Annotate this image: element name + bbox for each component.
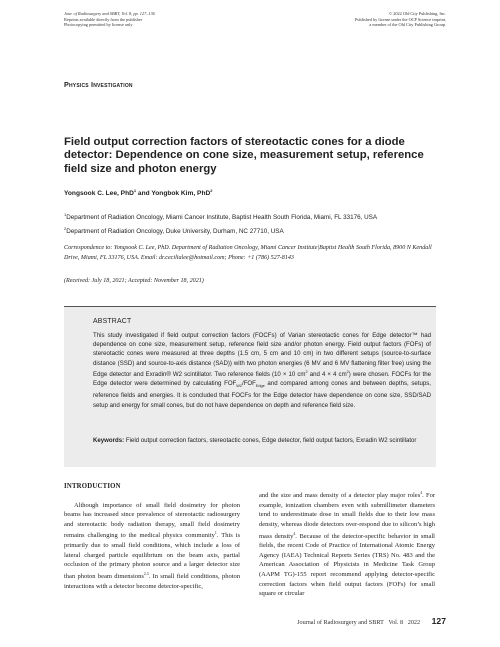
citation-mark: 1 xyxy=(214,531,217,536)
author-2-affiliation-mark: 2 xyxy=(210,188,213,193)
body-text: Although importance of small field dosimetry for photon beams has increased since prevalence of stereotactic radiosurgery and stereotactic body radiation therapy, small field dosimetry remains challenging to the medical physics community xyxy=(64,501,240,540)
body-column-left xyxy=(64,482,240,591)
author-connector: and xyxy=(136,190,152,198)
photocopy-note: Photocopying permitted by license only xyxy=(64,22,133,28)
abstract-superscript: 2 xyxy=(305,369,308,374)
abstract-text-part: and compared among cones and between depths, setups, reference fields and energies. It is concluded that FOCFs for the Edge detector have dependence on cone size, SSD/SAD setup and energy for small cones, but do not have dependence on depth and reference field size. xyxy=(93,380,431,409)
affiliation-2-mark: 2 xyxy=(64,225,67,231)
citation-mark: 4 xyxy=(293,531,296,536)
footer-year: 2022 xyxy=(407,619,421,626)
author-2: Yongbok Kim, PhD xyxy=(151,190,211,198)
footer-journal: Journal of Radiosurgery and SBRT xyxy=(297,619,384,626)
running-header-left xyxy=(64,11,155,28)
body-text: and the size and mass density of a detector play major roles xyxy=(259,492,421,500)
keywords-label: Keywords: xyxy=(93,437,125,444)
citation-mark: 4 xyxy=(420,491,423,495)
author-list xyxy=(64,188,212,197)
introduction-paragraph-continued xyxy=(259,489,435,599)
body-text: . Because of the detector-specific behavior in small fields, the recent Code of Practice of International Atomic Energy Agency (IAEA) Technical Reports Series (TRS) No. 483 and the American Association of Physicists in Medicine Task Group (AAPM TG)-155 report recommend applying detector-specific correction factors when field output factors (FOFs) for small square or circular xyxy=(259,532,435,598)
reprints-note: Reprints available directly from the publisher xyxy=(64,16,143,22)
abstract-text xyxy=(93,331,431,410)
citation-mark: 2,3 xyxy=(143,571,149,576)
journal-citation: Jour. of Radiosurgery and SBRT, Vol. 8, pp. 127–136 xyxy=(64,11,155,16)
affiliation-2-text: Department of Radiation Oncology, Duke University, Durham, NC 27710, USA xyxy=(66,227,284,235)
abstract-text-part: and 4 × 4 cm xyxy=(307,370,347,378)
affiliation-2 xyxy=(64,224,454,238)
page-number: 127 xyxy=(431,616,446,626)
paper-title: Field output correction factors of stereotactic cones for a diode detector: Dependence on cone size, measurement setup, reference field size and photon energy xyxy=(64,136,424,175)
abstract-text-part: /FOF xyxy=(242,380,256,388)
section-label: Physics Investigation xyxy=(64,80,133,89)
abstract-subscript: W2 xyxy=(236,384,242,389)
abstract-subscript: Edge xyxy=(255,384,265,389)
keywords xyxy=(93,436,431,445)
footer-volume: Vol. 8 xyxy=(388,619,404,626)
author-1-affiliation-mark: 1 xyxy=(133,188,137,193)
keywords-text: Field output correction factors, stereotactic cones, Edge detector, field output factors, Exradin W2 scintillator xyxy=(124,437,417,444)
introduction-paragraph-1 xyxy=(64,501,240,592)
abstract-heading: ABSTRACT xyxy=(93,318,132,325)
abstract-superscript: 2 xyxy=(346,369,349,374)
abstract-text-part: This study investigated if field output correction factors (FOCFs) of Varian stereotactic cones for Edge detector™ had dependence on cone size, measurement setup, reference field size and/or photon energy. Field output factors (FOFs) of stereotactic cones were measured at three depths (1.5 cm, 5 cm and 10 cm) in two different setups (source-to-surface distance (SSD) and source-to-axis distance (SAD)) with two photon energies (6 MV and 6 MV flattening filter free) using the Edge detector and Exradin® W2 scintillator. Two reference fields (10 × 10 cm xyxy=(93,332,431,378)
body-column-right xyxy=(259,489,435,599)
author-1: Yongsook C. Lee, PhD xyxy=(64,190,134,198)
body-text: . For example, ionization chambers even with submillimeter diameters tend to underestimate dose in small fields due to their low mass density, whereas diode detectors over-respond due to silicon’s high mass density xyxy=(259,492,435,540)
affiliation-1-text: Department of Radiation Oncology, Miami Cancer Institute, Baptist Health South Florida, Miami, FL 33176, USA xyxy=(66,214,378,222)
affiliation-1-mark: 1 xyxy=(64,212,67,217)
body-text: . This is primarily due to small field conditions, which include a loss of lateral charged particle equilibrium on the beam axis, partial occlusion of the primary photon source and a larger detector size than photon beam dimensions xyxy=(64,532,241,581)
affiliation-1 xyxy=(64,210,454,224)
received-dates: (Received: July 18, 2021; Accepted: November 18, 2021) xyxy=(64,278,204,284)
affiliations xyxy=(64,210,454,238)
page-footer xyxy=(297,616,446,626)
body-text: . In small field conditions, photon interactions with a detector become detector-specific, xyxy=(64,573,241,590)
correspondence-info: Correspondence to: Yongsook C. Lee, PhD. Department of Radiation Oncology, Miami Cancer Institute|Baptist Health South Florida, 8900 N Kendall Drive, Miami, FL 33176, USA. Email: dr.cecilialee@hotmail.com; Phone: +1 (786) 527-8143 xyxy=(64,245,432,261)
copyright-notice: © 2022 Old City Publishing, Inc. xyxy=(388,11,446,16)
publisher-group-notice: a member of the Old City Publishing Group. xyxy=(369,22,446,28)
license-notice: Published by license under the OCP Science imprint, xyxy=(354,16,446,22)
running-header-right xyxy=(355,11,446,28)
abstract-text-part: ) were chosen. FOCFs for the Edge detector were determined by calculating FOF xyxy=(93,370,432,388)
introduction-heading: INTRODUCTION xyxy=(64,483,121,490)
